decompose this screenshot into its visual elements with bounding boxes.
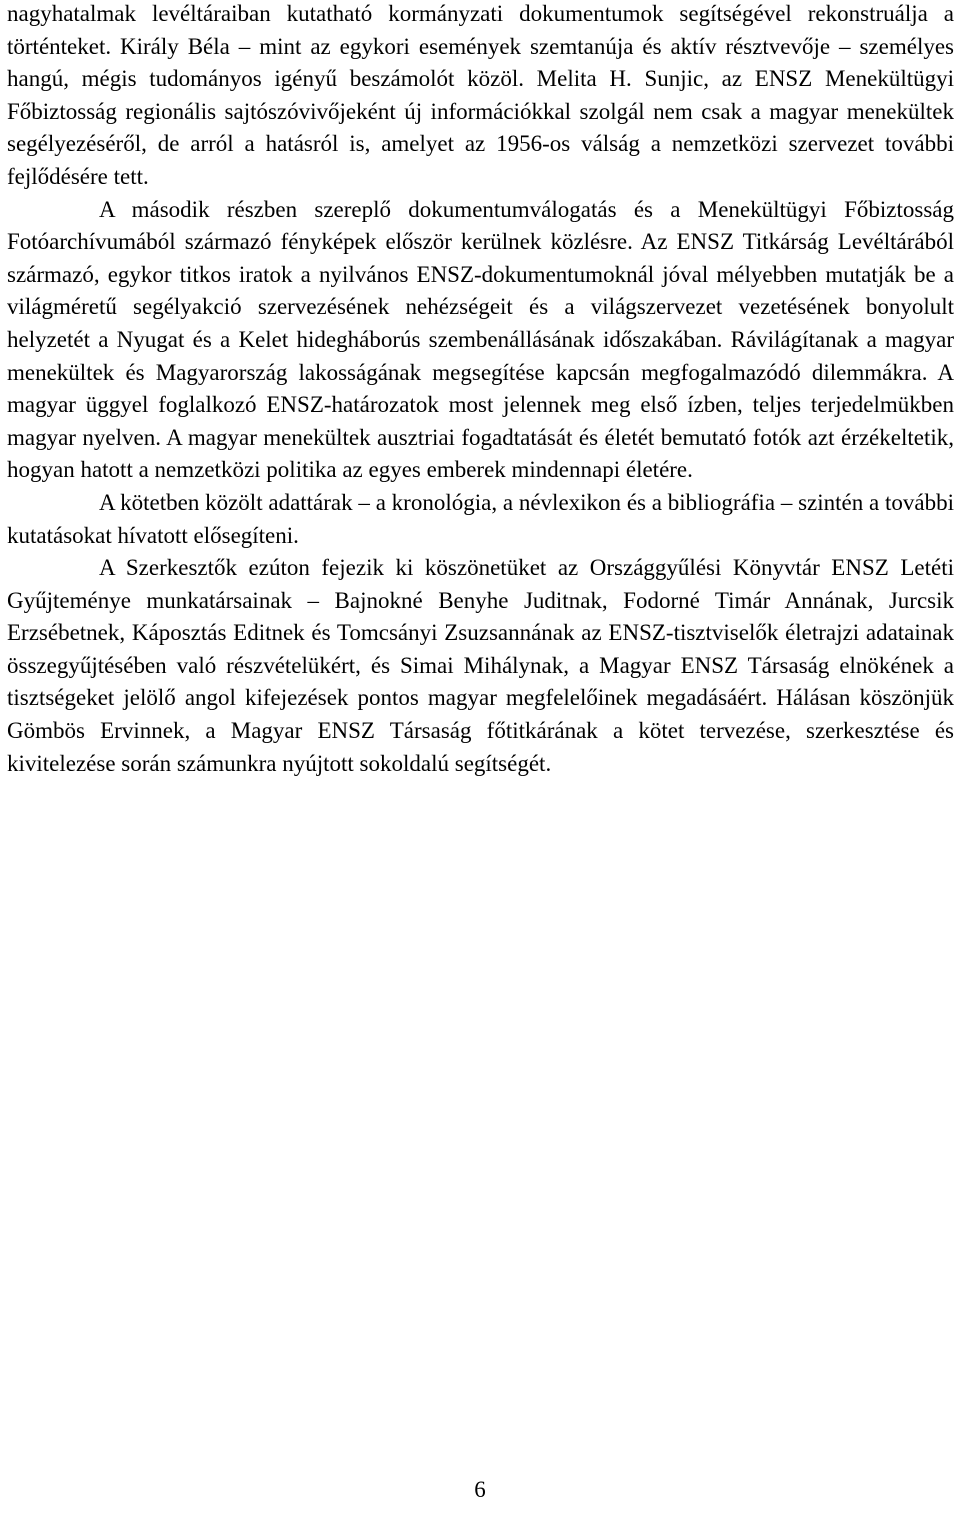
paragraph-1: nagyhatalmak levéltáraiban kutatható kormányzati dokumentumok segítségével rekonstruálja a történteket. Király Béla – mint az egykori események szemtanúja és aktív résztvevője – személyes hangú, mégis tudományos igényű beszámolót közöl. Melita H. Sunjic, az ENSZ Menekültügyi Főbiztosság regionális sajtószóvivőjeként új információkkal szolgál nem csak a magyar menekültek segélyezéséről, de arról a hatásról is, amelyet az 1956-os válság a nemzetközi szervezet további fejlődésére tett. bbox=[7, 1, 954, 189]
page-number: 6 bbox=[474, 1477, 486, 1502]
document-body bbox=[7, 0, 954, 780]
paragraph-3: A kötetben közölt adattárak – a kronológia, a névlexikon és a bibliográfia – szintén a további kutatásokat hívatott elősegíteni. bbox=[7, 489, 954, 548]
paragraph-4: A Szerkesztők ezúton fejezik ki köszönetüket az Országgyűlési Könyvtár ENSZ Letéti Gyűjteménye munkatársainak – Bajnokné Benyhe Juditnak, Fodorné Timár Annának, Jurcsik Erzsébetnek, Káposztás Editnek és Tomcsányi Zsuzsannának az ENSZ-tisztviselők életrajzi adatainak összegyűjtésében való részvételükért, és Simai Mihálynak, a Magyar ENSZ Társaság elnökének a tisztségeket jelölő angol kifejezések pontos magyar megfelelőinek megadásáért. Hálásan köszönjük Gömbös Ervinnek, a Magyar ENSZ Társaság főtitkárának a kötet tervezése, szerkesztése és kivitelezése során számunkra nyújtott sokoldalú segítségét. bbox=[7, 555, 954, 776]
paragraph-2: A második részben szereplő dokumentumválogatás és a Menekültügyi Főbiztosság Fotóarchívumából származó fényképek először kerülnek közlésre. Az ENSZ Titkárság Levéltárából származó, egykor titkos iratok a nyilvános ENSZ-dokumentumoknál jóval mélyebben mutatják be a világméretű segélyakció szervezésének nehézségeit és a világszervezet vezetésének bonyolult helyzetét a Nyugat és a Kelet hidegháborús szembenállásának időszakában. Rávilágítanak a magyar menekültek és Magyarország lakosságának megsegítése kapcsán megfogalmazódó dilemmákra. A magyar üggyel foglalkozó ENSZ-határozatok most jelennek meg első ízben, teljes terjedelmükben magyar nyelven. A magyar menekültek ausztriai fogadtatását és életét bemutató fotók azt érzékeltetik, hogyan hatott a nemzetközi politika az egyes emberek mindennapi életére. bbox=[7, 196, 954, 483]
